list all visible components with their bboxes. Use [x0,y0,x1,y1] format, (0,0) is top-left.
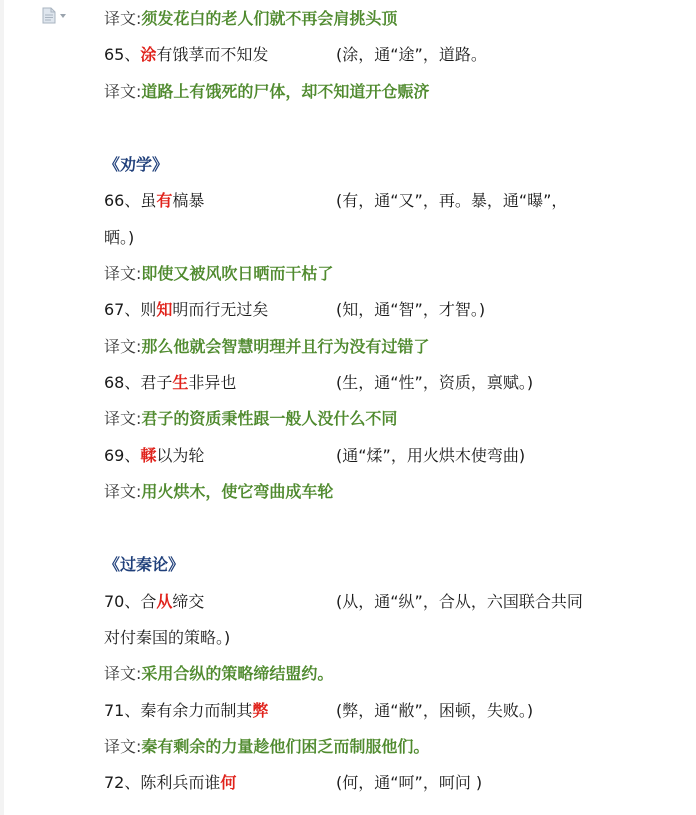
entry-text: 66、虽 [104,191,157,210]
entry-text: 以为轮 [156,446,205,465]
entry-note: (有，通“又”，再。暴，通“曝”， [336,191,568,210]
translation-line [104,263,676,285]
entry-line [104,591,676,613]
highlight-word: 从 [156,592,173,611]
entry-line [104,190,676,212]
entry-line [104,299,676,321]
translation-prefix: 译文: [104,264,142,283]
entry-text: 69、 [104,446,141,465]
document-outline-icon [42,7,56,24]
translation-line [104,408,676,430]
highlight-word: 何 [220,773,237,792]
entry-note: (从，通“纵”，合从，六国联合共同 [336,592,583,611]
entry-text: 71、秦有余力而制其 [104,701,253,720]
highlight-word: 涂 [140,45,157,64]
translation-prefix: 译文: [104,9,142,28]
entry-line [104,700,676,722]
section-title: 《过秦论》 [104,555,185,574]
entry-note: (知，通“智”，才智。) [336,300,486,319]
translation-line [104,736,676,758]
translation-prefix: 译文: [104,82,142,101]
entry-text: 有饿莩而不知发 [156,45,269,64]
entry-note: (生，通“性”，资质，禀赋。) [336,373,534,392]
translation-prefix: 译文: [104,409,142,428]
translation-text: 道路上有饿死的尸体，却不知道开仓赈济 [141,82,430,101]
entry-text: 槁暴 [172,191,205,210]
translation-text: 须发花白的老人们就不再会肩挑头顶 [141,9,398,28]
highlight-word: 知 [156,300,173,319]
highlight-word: 弊 [252,701,269,720]
translation-text: 君子的资质秉性跟一般人没什么不同 [141,409,398,428]
entry-text: 67、则 [104,300,157,319]
translation-text: 那么他就会智慧明理并且行为没有过错了 [141,337,430,356]
entry-note: (通“煣”，用火烘木使弯曲) [336,446,526,465]
translation-text: 用火烘木，使它弯曲成车轮 [141,482,334,501]
translation-prefix: 译文: [104,737,142,756]
page-edge [0,0,4,815]
entry-text: 缔交 [172,592,205,611]
entry-text: 70、合 [104,592,157,611]
entry-text: 非异也 [188,373,237,392]
translation-prefix: 译文: [104,664,142,683]
translation-line [104,481,676,503]
translation-line [104,8,676,30]
entry-line [104,772,676,794]
translation-text: 采用合纵的策略缔结盟约。 [141,664,334,683]
highlight-word: 有 [156,191,173,210]
translation-prefix: 译文: [104,337,142,356]
translation-prefix: 译文: [104,482,142,501]
highlight-word: 輮 [140,446,157,465]
translation-text: 秦有剩余的力量趁他们困乏而制服他们。 [141,737,430,756]
chevron-down-icon [60,14,66,18]
entry-line [104,445,676,467]
entry-note: (何，通“呵”，呵问 ) [336,773,483,792]
section-title: 《劝学》 [104,155,169,174]
entry-note-continued: 晒。) [104,228,135,247]
entry-text: 68、君子 [104,373,173,392]
entry-text: 72、陈利兵而谁 [104,773,221,792]
translation-line [104,336,676,358]
highlight-word: 生 [172,373,189,392]
entry-text: 明而行无过矣 [172,300,269,319]
entry-line [104,372,676,394]
document-menu[interactable] [42,7,66,24]
translation-line [104,663,676,685]
entry-note: (弊，通“敝”，困顿，失败。) [336,701,534,720]
entry-line [104,44,676,66]
entry-note: (涂，通“途”，道路。 [336,45,487,64]
translation-line [104,81,676,103]
entry-number: 65、 [104,45,141,64]
entry-note-continued: 对付秦国的策略。) [104,628,231,647]
translation-text: 即使又被风吹日晒而干枯了 [141,264,334,283]
